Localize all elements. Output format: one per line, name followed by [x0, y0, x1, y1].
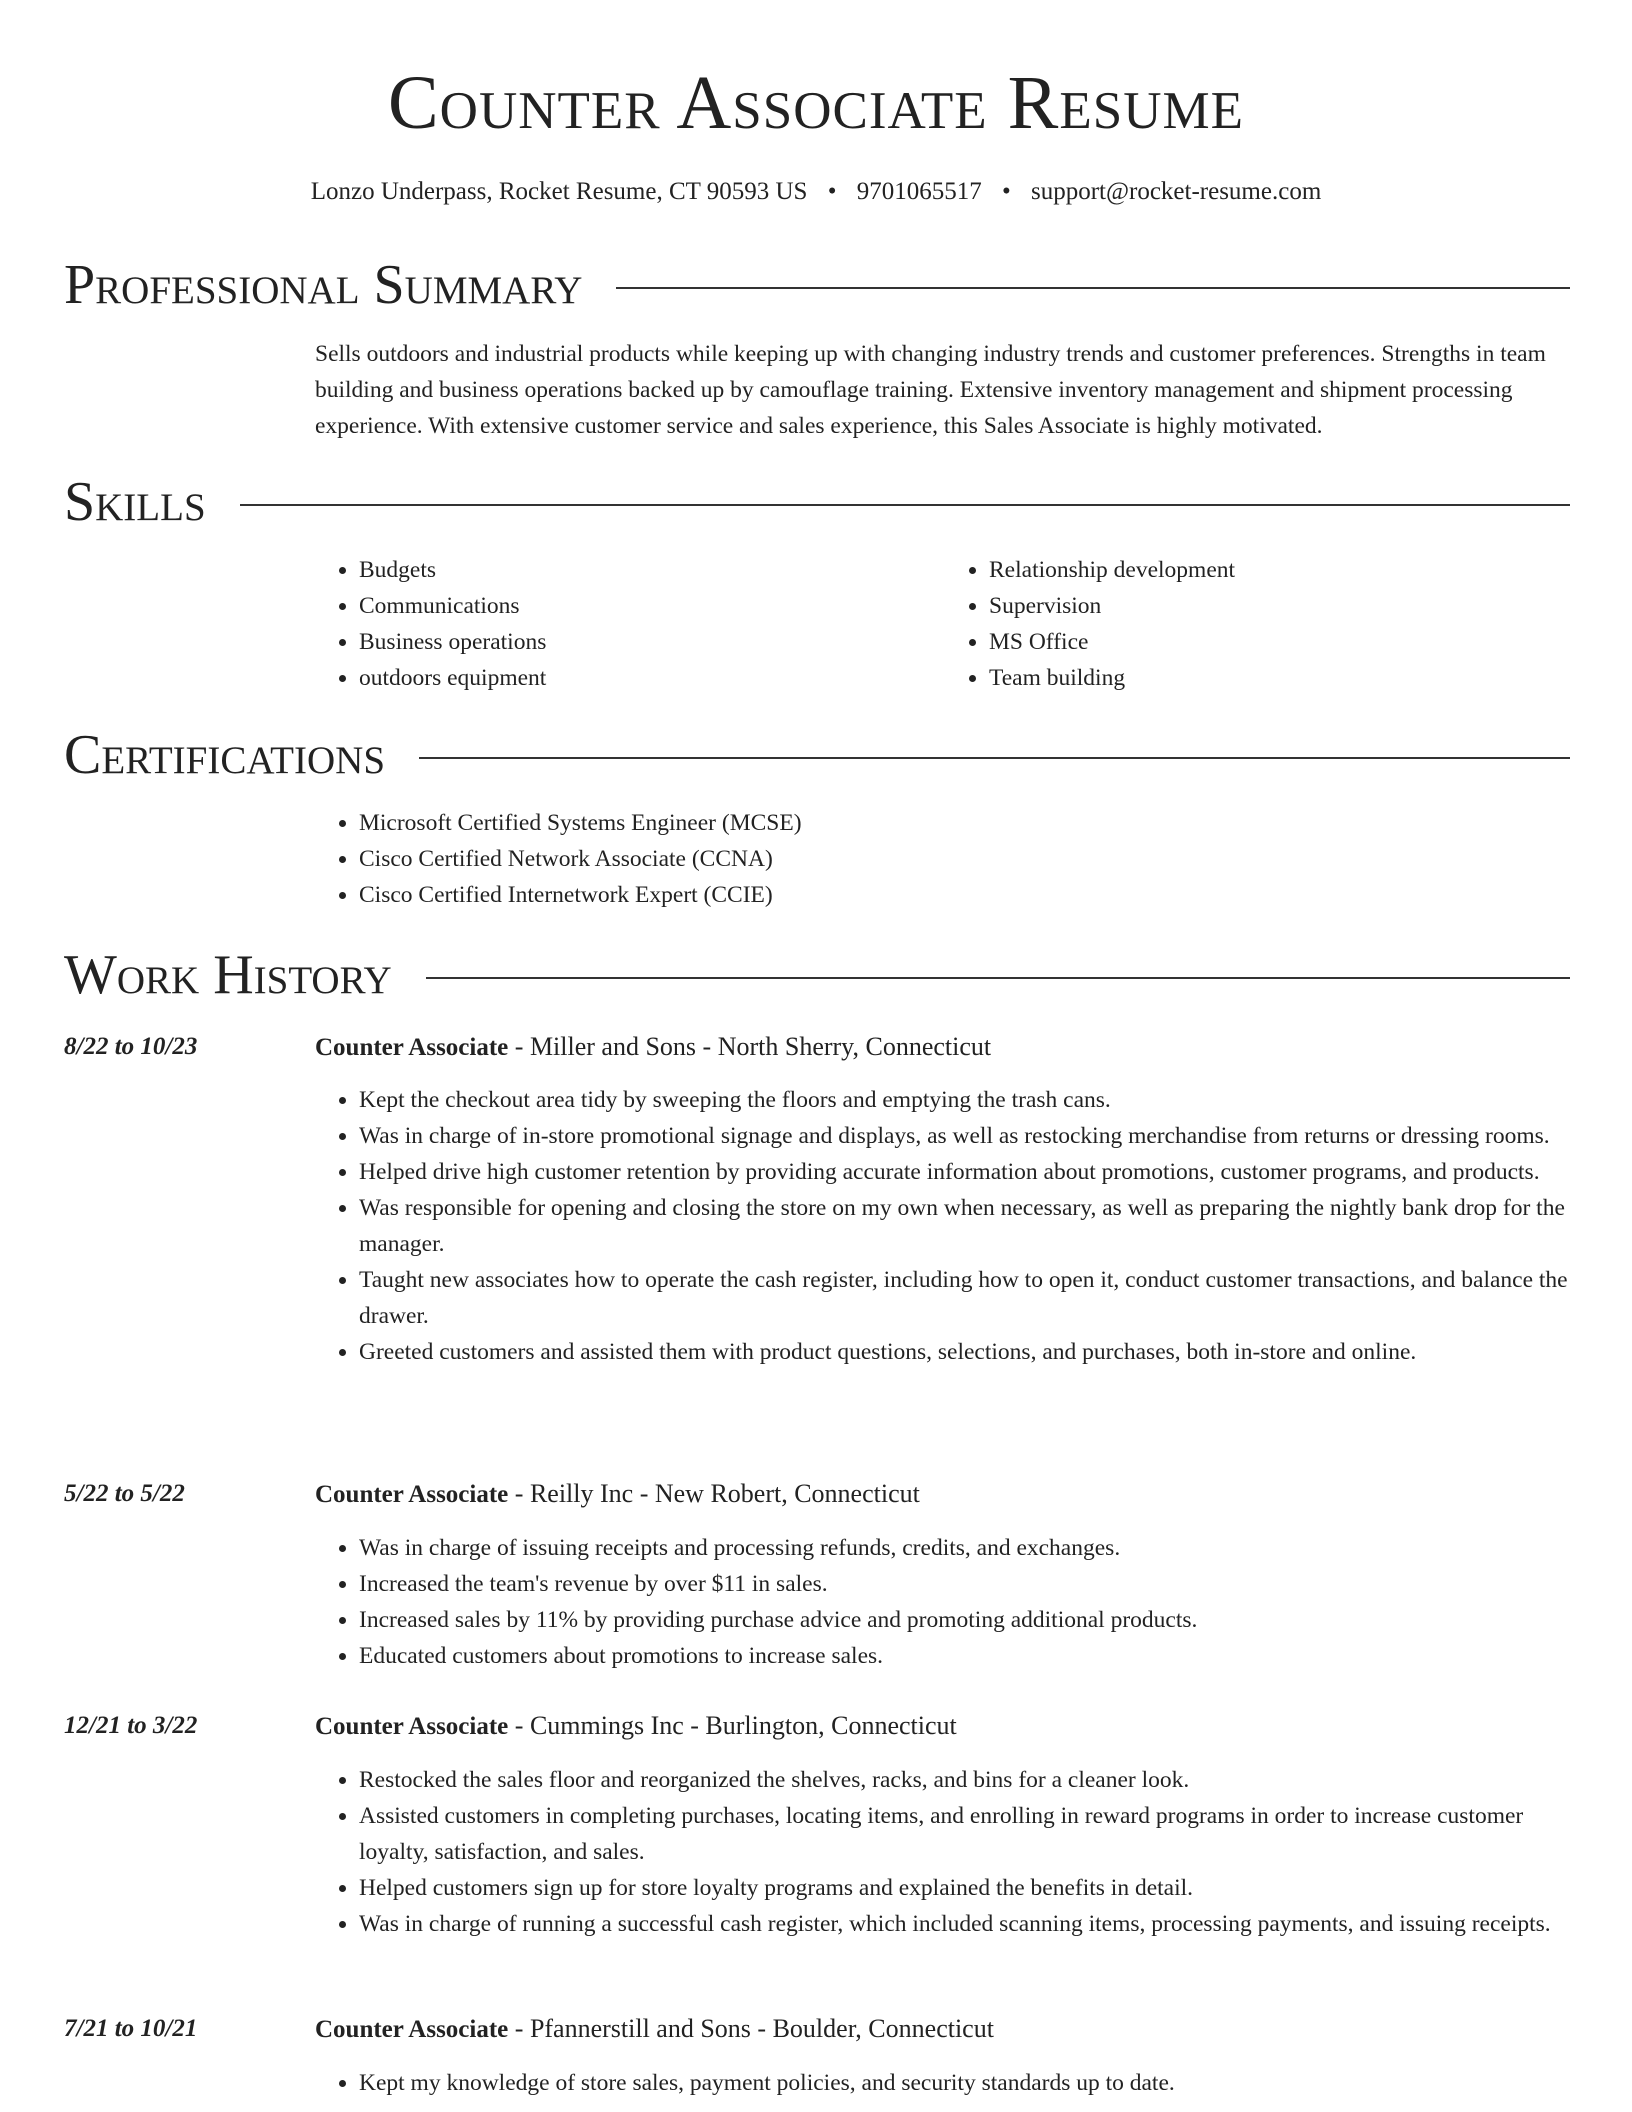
contact-separator: • [827, 178, 837, 205]
duty-item: • Kept the checkout area tidy by sweeping the floors and emptying the trash cans. [359, 1082, 1575, 1118]
job-employer-location: - Cummings Inc - Burlington, Connecticut [508, 1711, 957, 1740]
job-role: Counter Associate [315, 1034, 509, 1061]
duty-item: • Was responsible for opening and closing the store on my own when necessary, as well as preparing the nightly bank drop for the manager. [359, 1190, 1575, 1262]
skills-section-header [64, 470, 1570, 534]
skill-item: • Relationship development [989, 552, 1575, 588]
duty-item: • Helped drive high customer retention by providing accurate information about promotions, customer programs, and products. [359, 1154, 1575, 1190]
duty-item: • Kept my knowledge of store sales, payment policies, and security standards up to date. [359, 2065, 1575, 2101]
contact-address: Lonzo Underpass, Rocket Resume, CT 90593 US [310, 178, 808, 205]
summary-text: Sells outdoors and industrial products while keeping up with changing industry trends and customer preferences. Strengths in team building and business operations backed up by camouflage training. Extensive inventory management and shipment processing experience. With extensive customer service and sales experience, this Sales Associate is highly motivated. [315, 341, 1546, 439]
duty-item: • Was in charge of in-store promotional signage and displays, as well as restocking merchandise from returns or dressing rooms. [359, 1118, 1575, 1154]
section-divider [616, 287, 1570, 289]
duty-item: • Was in charge of running a successful cash register, which included scanning items, processing payments, and issuing receipts. [359, 1906, 1575, 1942]
job-duties [315, 2065, 1575, 2101]
skill-item: • Communications [359, 588, 945, 624]
duty-item: • Taught new associates how to operate the cash register, including how to open it, conduct customer transactions, and balance the drawer. [359, 1262, 1575, 1334]
work-history-heading: Work History [64, 944, 392, 1006]
skill-item: • MS Office [989, 624, 1575, 660]
contact-phone: 9701065517 [856, 178, 982, 205]
job-employer-location: - Pfannerstill and Sons - Boulder, Connecticut [508, 2014, 994, 2043]
summary-section-header [64, 253, 1570, 317]
duty-item: • Increased the team's revenue by over $11 in sales. [359, 1566, 1575, 1602]
job-role: Counter Associate [315, 1713, 509, 1740]
duty-item: • Assisted customers in completing purchases, locating items, and enrolling in reward programs in order to increase customer loyalty, satisfaction, and sales. [359, 1798, 1575, 1870]
section-divider [426, 977, 1570, 979]
section-divider [419, 757, 1570, 759]
skill-item: • Supervision [989, 588, 1575, 624]
duty-item: • Was in charge of issuing receipts and processing refunds, credits, and exchanges. [359, 1530, 1575, 1566]
certification-item: • Cisco Certified Internetwork Expert (CCIE) [359, 877, 1575, 913]
job-title-line [315, 1029, 991, 1066]
summary-heading: Professional Summary [64, 254, 583, 316]
job-duties [315, 1762, 1575, 1942]
certifications-list [315, 805, 1575, 913]
duty-item: • Helped customers sign up for store loyalty programs and explained the benefits in detail. [359, 1870, 1575, 1906]
skills-list [315, 552, 1575, 696]
skill-item: • Budgets [359, 552, 945, 588]
skills-column-right [945, 552, 1575, 696]
job-employer-location: - Miller and Sons - North Sherry, Connecticut [508, 1032, 992, 1061]
certifications-heading: Certifications [64, 724, 386, 786]
certifications-section-header [64, 723, 1570, 787]
job-title-line [315, 1476, 920, 1513]
job-role: Counter Associate [315, 2016, 509, 2043]
skills-column-left [315, 552, 945, 696]
job-duties [315, 1530, 1575, 1674]
skill-item: • Business operations [359, 624, 945, 660]
duty-item: • Restocked the sales floor and reorganized the shelves, racks, and bins for a cleaner look. [359, 1762, 1575, 1798]
section-divider [240, 504, 1570, 506]
job-employer-location: - Reilly Inc - New Robert, Connecticut [508, 1479, 920, 1508]
contact-separator: • [1001, 178, 1011, 205]
contact-email: support@rocket-resume.com [1030, 178, 1322, 205]
job-title-line [315, 2011, 994, 2048]
contact-line [0, 176, 1632, 208]
resume-title: Counter Associate Resume [387, 61, 1244, 145]
skill-item: • outdoors equipment [359, 660, 945, 696]
duty-item: • Educated customers about promotions to increase sales. [359, 1638, 1575, 1674]
certification-item: • Microsoft Certified Systems Engineer (MCSE) [359, 805, 1575, 841]
skills-heading: Skills [64, 471, 206, 533]
job-dates: 7/21 to 10/21 [64, 2015, 198, 2042]
certification-item: • Cisco Certified Network Associate (CCNA) [359, 841, 1575, 877]
job-dates: 8/22 to 10/23 [64, 1033, 198, 1060]
job-title-line [315, 1708, 957, 1745]
duty-item: • Increased sales by 11% by providing purchase advice and promoting additional products. [359, 1602, 1575, 1638]
work-history-section-header [64, 943, 1570, 1007]
skill-item: • Team building [989, 660, 1575, 696]
job-role: Counter Associate [315, 1481, 509, 1508]
job-dates: 5/22 to 5/22 [64, 1480, 185, 1507]
job-duties [315, 1082, 1575, 1370]
job-dates: 12/21 to 3/22 [64, 1712, 198, 1739]
duty-item: • Greeted customers and assisted them with product questions, selections, and purchases, both in-store and online. [359, 1334, 1575, 1370]
